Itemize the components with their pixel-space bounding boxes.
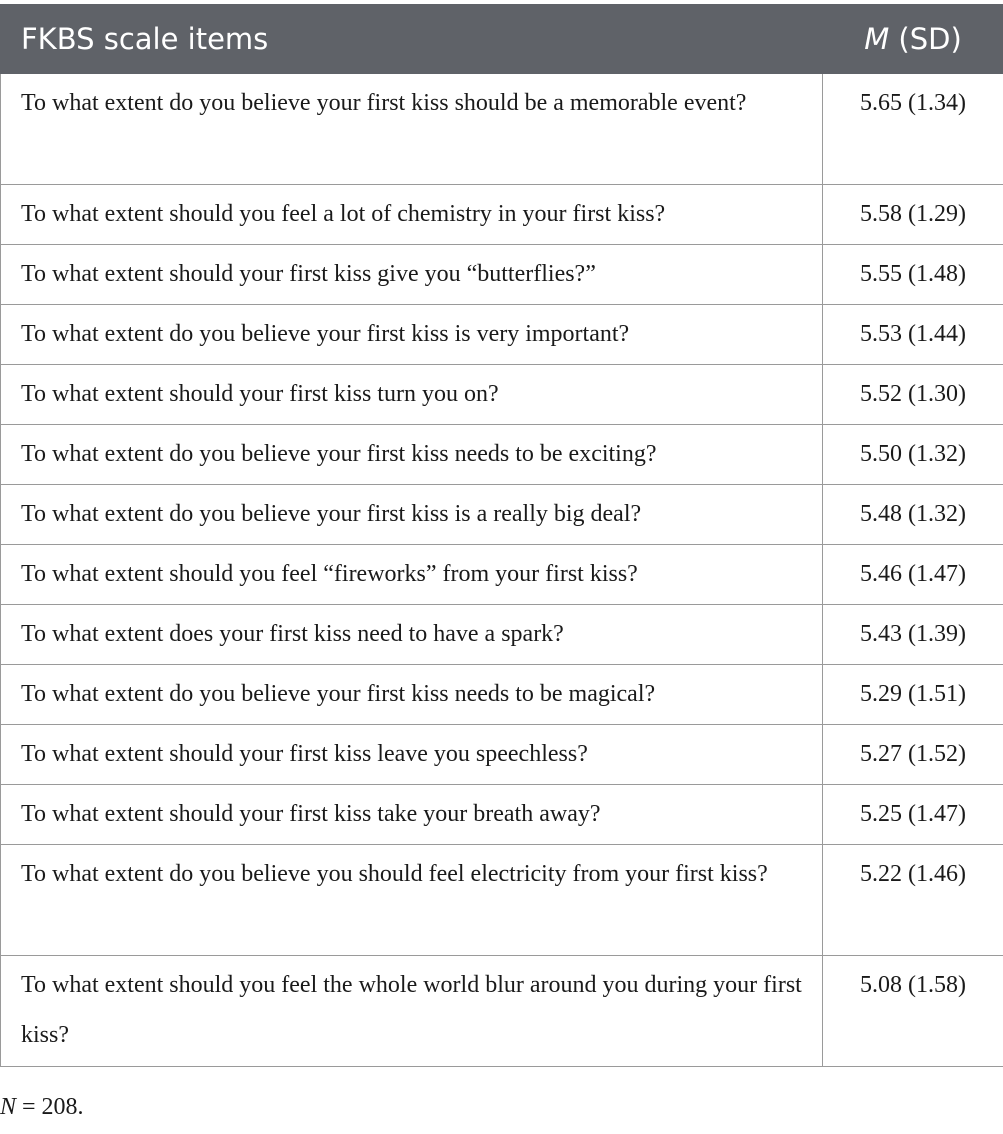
- scale-item-cell: To what extent do you believe your first kiss needs to be exciting?: [1, 425, 823, 485]
- table-row: [1, 425, 1003, 485]
- mean-sd-cell: 5.25 (1.47): [823, 785, 1003, 845]
- scale-item-cell: To what extent should your first kiss turn you on?: [1, 365, 823, 425]
- scale-item-cell: To what extent should you feel a lot of chemistry in your first kiss?: [1, 185, 823, 245]
- fkbs-table: [0, 4, 1003, 1067]
- scale-item-cell: To what extent do you believe your first kiss is a really big deal?: [1, 485, 823, 545]
- mean-symbol: M: [864, 22, 890, 56]
- scale-item-cell: To what extent should you feel the whole world blur around you during your first kiss?: [1, 956, 823, 1067]
- mean-sd-cell: 5.53 (1.44): [823, 305, 1003, 365]
- sd-symbol: (SD): [889, 22, 962, 56]
- n-symbol: N: [0, 1094, 17, 1120]
- table-row: [1, 485, 1003, 545]
- scale-item-cell: To what extent should your first kiss give you “butterflies?”: [1, 245, 823, 305]
- scale-item-cell: To what extent should your first kiss leave you speechless?: [1, 725, 823, 785]
- mean-sd-cell: 5.29 (1.51): [823, 665, 1003, 725]
- sample-size-note: [0, 1094, 84, 1121]
- header-row: [1, 5, 1003, 74]
- scale-item-cell: To what extent should your first kiss take your breath away?: [1, 785, 823, 845]
- mean-sd-cell: 5.43 (1.39): [823, 605, 1003, 665]
- stat-column-header: [823, 5, 1003, 74]
- mean-sd-cell: 5.58 (1.29): [823, 185, 1003, 245]
- table-row: [1, 74, 1003, 185]
- table-row: [1, 845, 1003, 956]
- scale-item-cell: To what extent do you believe your first kiss needs to be magical?: [1, 665, 823, 725]
- scale-item-cell: To what extent do you believe you should feel electricity from your first kiss?: [1, 845, 823, 956]
- mean-sd-cell: 5.27 (1.52): [823, 725, 1003, 785]
- table-row: [1, 545, 1003, 605]
- scale-item-cell: To what extent do you believe your first kiss is very important?: [1, 305, 823, 365]
- mean-sd-cell: 5.48 (1.32): [823, 485, 1003, 545]
- table-row: [1, 956, 1003, 1067]
- mean-sd-cell: 5.50 (1.32): [823, 425, 1003, 485]
- table-row: [1, 185, 1003, 245]
- table-row: [1, 305, 1003, 365]
- mean-sd-cell: 5.55 (1.48): [823, 245, 1003, 305]
- items-column-header: FKBS scale items: [1, 5, 823, 74]
- mean-sd-cell: 5.46 (1.47): [823, 545, 1003, 605]
- table-row: [1, 605, 1003, 665]
- table-row: [1, 725, 1003, 785]
- scale-item-cell: To what extent does your first kiss need to have a spark?: [1, 605, 823, 665]
- scale-item-cell: To what extent should you feel “fireworks” from your first kiss?: [1, 545, 823, 605]
- table-row: [1, 245, 1003, 305]
- mean-sd-cell: 5.08 (1.58): [823, 956, 1003, 1067]
- table-row: [1, 365, 1003, 425]
- mean-sd-cell: 5.22 (1.46): [823, 845, 1003, 956]
- table-row: [1, 785, 1003, 845]
- mean-sd-cell: 5.65 (1.34): [823, 74, 1003, 185]
- scale-item-cell: To what extent do you believe your first kiss should be a memorable event?: [1, 74, 823, 185]
- mean-sd-cell: 5.52 (1.30): [823, 365, 1003, 425]
- table-header: [1, 5, 1003, 74]
- table-row: [1, 665, 1003, 725]
- n-value: = 208.: [16, 1094, 84, 1120]
- table-body: [1, 74, 1003, 1067]
